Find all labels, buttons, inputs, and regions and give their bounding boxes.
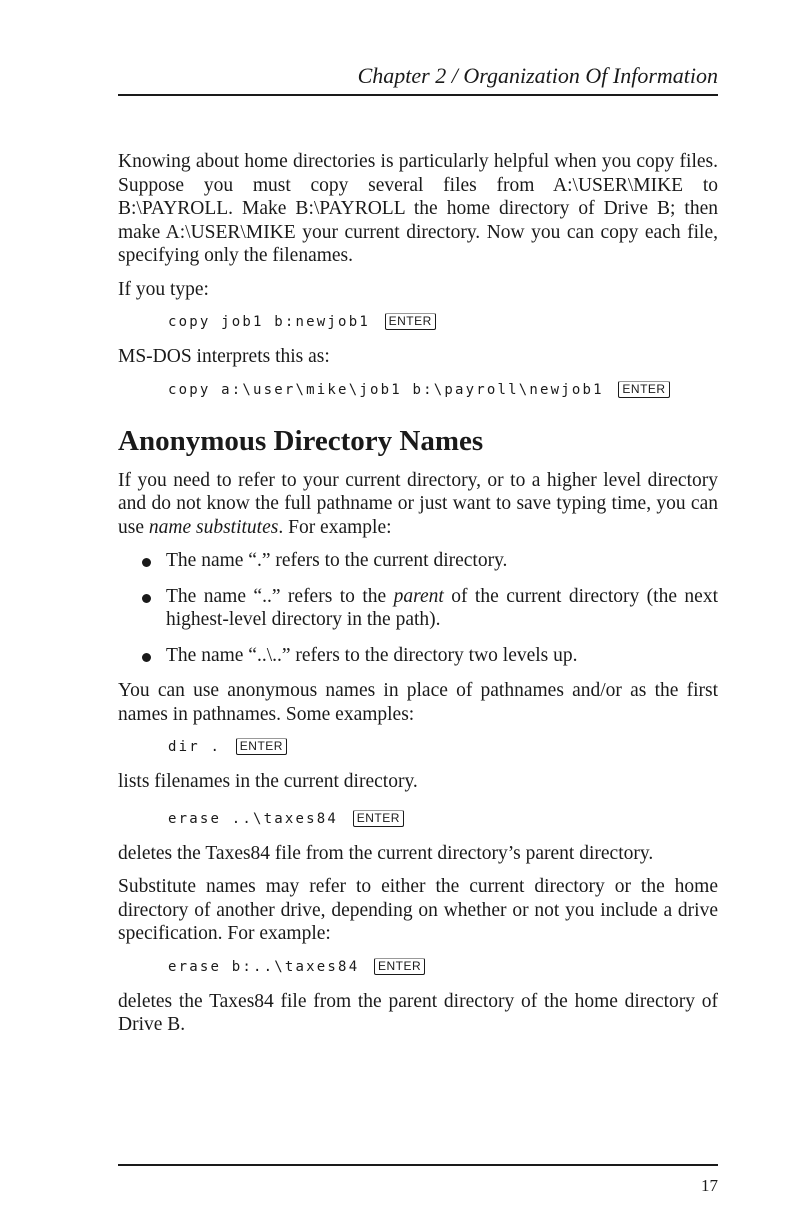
enter-key-icon: ENTER bbox=[353, 810, 404, 827]
enter-key-icon: ENTER bbox=[236, 738, 287, 755]
code-example-full-path bbox=[168, 379, 718, 401]
page-number: 17 bbox=[701, 1176, 718, 1195]
paragraph-if-you-type: If you type: bbox=[118, 278, 209, 300]
enter-key-icon: ENTER bbox=[618, 381, 669, 398]
code-example-erase-parent bbox=[168, 808, 718, 830]
paragraph-deletes-drive-b: deletes the Taxes84 file from the parent directory of the home directory of Drive B. bbox=[118, 990, 718, 1035]
page-content bbox=[118, 150, 718, 1047]
code-text: copy job1 b:newjob1 bbox=[168, 314, 370, 330]
paragraph-deletes-taxes84: deletes the Taxes84 file from the current directory’s parent directory. bbox=[118, 842, 654, 864]
running-header: Chapter 2 / Organization Of Information bbox=[357, 63, 718, 88]
paragraph-substitute-names: Substitute names may refer to either the current directory or the home directory of another drive, depending on whether or not you include a drive specification. For example: bbox=[118, 876, 718, 944]
enter-key-icon: ENTER bbox=[374, 958, 425, 975]
list-item: The name “..\..” refers to the directory two levels up. bbox=[166, 644, 718, 668]
bullet-list bbox=[118, 549, 718, 667]
code-text: erase ..\taxes84 bbox=[168, 810, 339, 827]
code-example-erase-drive-b bbox=[168, 956, 718, 978]
enter-key-icon: ENTER bbox=[385, 313, 436, 330]
paragraph-msdos-interprets: MS-DOS interprets this as: bbox=[118, 346, 330, 367]
list-item: The name “..” refers to the parent of the current directory (the next highest-level directory in the path). bbox=[166, 585, 718, 630]
footer-rule bbox=[118, 1164, 718, 1166]
section-heading: Anonymous Directory Names bbox=[118, 424, 484, 457]
code-text: copy a:\user\mike\job1 b:\payroll\newjob1 bbox=[168, 381, 604, 398]
paragraph-anonymous-names: You can use anonymous names in place of pathnames and/or as the first names in pathnames. Some examples: bbox=[118, 680, 718, 725]
header-rule bbox=[118, 94, 718, 96]
code-text: erase b:..\taxes84 bbox=[168, 958, 360, 975]
list-item: The name “.” refers to the current directory. bbox=[166, 549, 718, 573]
paragraph-name-substitutes: If you need to refer to your current directory, or to a higher level directory and do not know the full pathname or just want to save typing time, you can use name substitutes. For example: bbox=[118, 469, 718, 538]
paragraph-home-directories: Knowing about home directories is particularly helpful when you copy files. Suppose you must copy several files from A:\USER\MIKE to B:\PAYROLL. Make B:\PAYROLL the home directory of Drive B; then make A:\USER\MIKE your current directory. Now you can copy each file, specifying only the filenames. bbox=[118, 151, 718, 266]
emphasis-parent: parent bbox=[393, 585, 444, 607]
emphasis-name-substitutes: name substitutes bbox=[148, 516, 279, 538]
code-example-copy bbox=[168, 311, 718, 333]
code-example-dir bbox=[168, 736, 718, 758]
paragraph-lists-filenames: lists filenames in the current directory. bbox=[118, 771, 418, 792]
code-text: dir . bbox=[168, 739, 222, 755]
